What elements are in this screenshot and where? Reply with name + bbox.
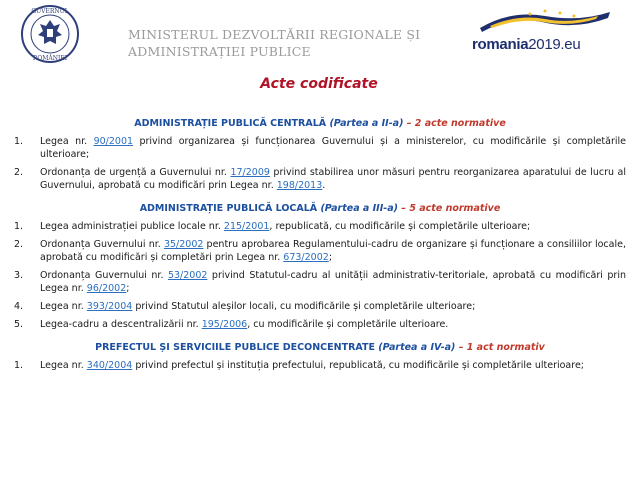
law-link[interactable]: 393/2004 xyxy=(86,301,133,312)
item-text: privind stabilirea unor măsuri pentru reorganizarea aparatului de lucru al Guvernului, aprobată cu modificări prin Legea nr. xyxy=(40,167,626,191)
logo-wordmark xyxy=(472,36,580,53)
item-text: Ordonanța de urgență a Guvernului nr. xyxy=(40,167,231,178)
item-number: 5. xyxy=(14,319,24,330)
item-text: Ordonanța Guvernului nr. xyxy=(40,239,164,250)
law-link[interactable]: 215/2001 xyxy=(223,221,270,232)
logo-year: 2019.eu xyxy=(528,36,581,53)
item-text: Legea nr. xyxy=(40,301,87,312)
section-heading xyxy=(14,203,626,214)
section-prefect-deconcentrated-services xyxy=(14,342,626,372)
item-text: Legea-cadru a descentralizării nr. xyxy=(40,319,202,330)
item-text: Ordonanța Guvernului nr. xyxy=(40,270,168,281)
section-count: – 5 acte normative xyxy=(401,203,501,214)
item-text: , republicată, cu modificările și completările ulterioare; xyxy=(269,221,531,232)
list-item xyxy=(14,220,626,233)
document-title: Acte codificate xyxy=(260,76,378,92)
item-number: 1. xyxy=(14,360,24,371)
section-part: (Partea a IV-a) xyxy=(378,342,456,353)
section-heading xyxy=(14,118,626,129)
list-item xyxy=(14,238,626,264)
item-number: 2. xyxy=(14,239,24,250)
law-link[interactable]: 340/2004 xyxy=(86,360,133,371)
item-number: 1. xyxy=(14,136,24,147)
item-number: 2. xyxy=(14,167,24,178)
law-link[interactable]: 96/2002 xyxy=(86,283,127,294)
section-heading-text: ADMINISTRAȚIE PUBLICĂ CENTRALĂ xyxy=(134,118,327,129)
law-link[interactable]: 35/2002 xyxy=(163,239,204,250)
section-count: – 1 act normativ xyxy=(458,342,545,353)
item-number: 3. xyxy=(14,270,24,281)
item-text: ; xyxy=(328,252,333,263)
list-item xyxy=(14,318,626,331)
law-link[interactable]: 195/2006 xyxy=(201,319,248,330)
law-link[interactable]: 53/2002 xyxy=(167,270,208,281)
item-text: Legea nr. xyxy=(40,136,94,147)
item-text: ; xyxy=(126,283,130,294)
section-heading xyxy=(14,342,626,353)
section-count: – 2 acte normative xyxy=(406,118,506,129)
ministry-name-line1: MINISTERUL DEZVOLTĂRII REGIONALE ȘI xyxy=(128,27,421,42)
item-text: . xyxy=(322,180,326,191)
ministry-name-line2: ADMINISTRAȚIEI PUBLICE xyxy=(128,44,311,59)
law-link[interactable]: 673/2002 xyxy=(283,252,329,263)
item-text: pentru aprobarea Regulamentului-cadru de organizare și funcționare a consiliilor locale, aprobată cu modificări și completări prin Legea nr. xyxy=(40,239,626,263)
item-text: Legea administrației publice locale nr. xyxy=(40,221,224,232)
list-item xyxy=(14,135,626,161)
page-header xyxy=(0,0,638,70)
svg-text:ROMÂNIEI: ROMÂNIEI xyxy=(32,55,68,62)
item-text: privind organizarea și funcționarea Guvernului și a ministerelor, cu modificările și completările ulterioare; xyxy=(40,136,626,160)
item-number: 4. xyxy=(14,301,24,312)
list-item xyxy=(14,359,626,372)
logo-swoosh-icon xyxy=(470,6,620,36)
list-item xyxy=(14,300,626,313)
law-link[interactable]: 198/2013 xyxy=(276,180,323,191)
section-part: (Partea a II-a) xyxy=(329,118,404,129)
item-text: privind Statutul-cadru al unității administrativ-teritoriale, aprobată cu modificări prin Legea nr. xyxy=(40,270,626,294)
section-heading-text: ADMINISTRAȚIE PUBLICĂ LOCALĂ xyxy=(139,203,318,214)
government-seal-icon xyxy=(20,4,80,64)
section-central-administration xyxy=(14,118,626,192)
ministry-name xyxy=(128,26,420,60)
item-text: , cu modificările și completările ulterioare. xyxy=(247,319,449,330)
item-text: privind Statutul aleșilor locali, cu modificările și completările ulterioare; xyxy=(132,301,476,312)
item-number: 1. xyxy=(14,221,24,232)
section-local-administration xyxy=(14,203,626,331)
codified-acts-list xyxy=(14,118,626,383)
list-item xyxy=(14,166,626,192)
item-text: Legea nr. xyxy=(40,360,87,371)
list-item xyxy=(14,269,626,295)
section-heading-text: PREFECTUL ȘI SERVICIILE PUBLICE DECONCENTRATE xyxy=(95,342,375,353)
law-link[interactable]: 90/2001 xyxy=(93,136,134,147)
romania2019-logo xyxy=(470,6,620,56)
svg-text:GUVERNUL: GUVERNUL xyxy=(31,8,69,15)
item-text: privind prefectul și instituția prefectului, republicată, cu modificările și completările ulterioare; xyxy=(132,360,584,371)
law-link[interactable]: 17/2009 xyxy=(230,167,270,178)
logo-word: romania xyxy=(472,36,529,53)
section-part: (Partea a III-a) xyxy=(320,203,398,214)
